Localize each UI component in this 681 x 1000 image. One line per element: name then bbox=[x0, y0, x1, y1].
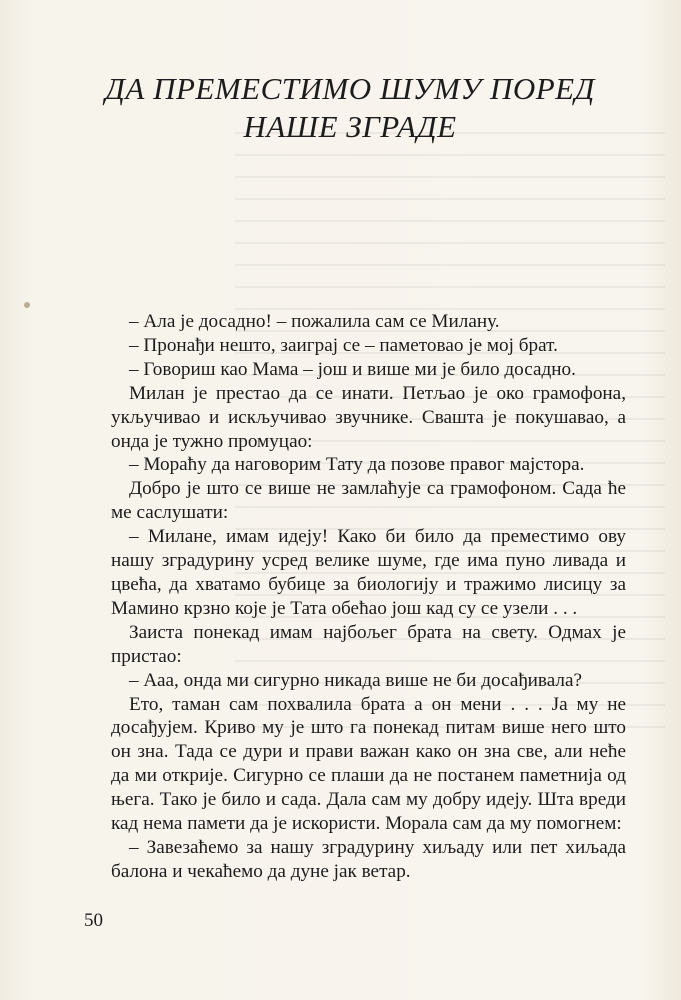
chapter-title bbox=[80, 70, 620, 146]
paragraph: – Ааа, онда ми сигурно никада више не би досађивала? bbox=[129, 669, 582, 691]
chapter-title-line-2: НАШЕ ЗГРАДЕ bbox=[243, 109, 457, 144]
paragraph: Ето, таман сам похвалила брата а он мени . . . Ја му не досађујем. Криво му је што га понекад питам више него што он зна. Тада се дури и прави важан како он зна све, али неће да ми открије. Сигурно се плаши да не постанем паметнија од њега. Тако је било и сада. Дала сам му добру идеју. Шта вреди кад нема памети да је искористи. Морала сам да му помогнем: bbox=[111, 693, 626, 835]
paragraph: – Мораћу да наговорим Тату да позове правог мајстора. bbox=[129, 454, 585, 476]
paragraph: – Милане, имам идеју! Како би било да преместимо ову нашу зградурину усред велике шуме, где има пуно ливада и цвећа, да хватамо бубице за биологију и тражимо лисицу за Мамино крзно које је Тата обећао још кад су се узели . . . bbox=[111, 526, 626, 619]
paragraph: – Завезаћемо за нашу зградурину хиљаду или пет хиљада балона и чекаћемо да дуне јак ветар. bbox=[111, 836, 626, 882]
paragraph: Милан је престао да се инати. Петљао је око грамофона, укључивао и искључивао звучнике. Свашта је покушавао, а онда је тужно промуцао: bbox=[111, 382, 626, 452]
paragraph: – Говориш као Мама – још и више ми је било досадно. bbox=[129, 358, 576, 380]
page-number: 50 bbox=[84, 910, 103, 931]
paragraph: Добро је што се више не замлаћује са грамофоном. Сада ће ме саслушати: bbox=[111, 478, 626, 524]
paragraph: – Ала је досадно! – пожалила сам се Милану. bbox=[129, 311, 500, 332]
paragraph: – Пронађи нешто, заиграј се – паметовао је мој брат. bbox=[129, 334, 558, 356]
paragraph: Заиста понекад имам најбољег брата на свету. Одмах је пристао: bbox=[111, 621, 626, 667]
paper-speck bbox=[24, 302, 30, 308]
body-text bbox=[111, 310, 626, 884]
chapter-title-line-1: ДА ПРЕМЕСТИМО ШУМУ ПОРЕД bbox=[105, 71, 595, 106]
